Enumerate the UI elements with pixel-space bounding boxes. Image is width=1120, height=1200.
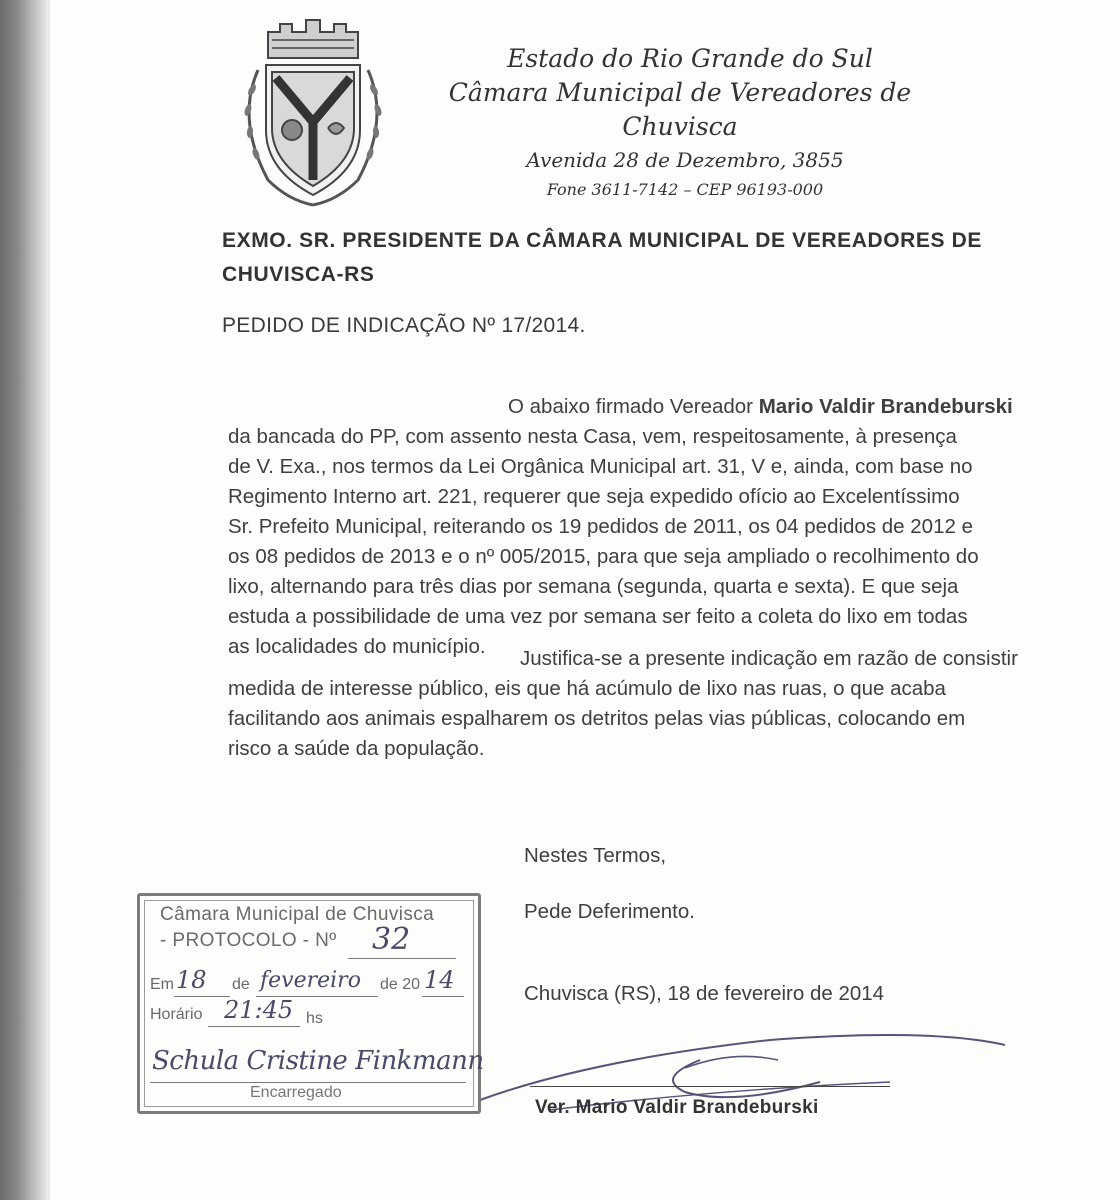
place-and-date: Chuvisca (RS), 18 de fevereiro de 2014 bbox=[524, 982, 885, 1005]
paragraph-line: lixo, alternando para três dias por semana (segunda, quarta e sexta). E que seja bbox=[228, 575, 959, 598]
time-label: Horário bbox=[150, 1006, 203, 1023]
body-paragraph-1 bbox=[228, 392, 1120, 662]
page-edge bbox=[48, 0, 50, 1200]
letterhead bbox=[400, 42, 960, 204]
paragraph-line: da bancada do PP, com assento nesta Casa, vem, respeitosamente, à presença bbox=[228, 425, 957, 448]
stamp-day: 18 bbox=[176, 966, 207, 994]
signature-line bbox=[530, 1086, 890, 1087]
protocol-stamp bbox=[137, 893, 484, 1114]
paragraph-line: de V. Exa., nos termos da Lei Orgânica Municipal art. 31, V e, ainda, com base no bbox=[228, 455, 973, 478]
coat-of-arms-icon bbox=[228, 10, 398, 210]
opening-text: O abaixo firmado Vereador bbox=[508, 395, 759, 418]
time-underline bbox=[208, 1026, 300, 1027]
paragraph-line: medida de interesse público, eis que há acúmulo de lixo nas ruas, o que acaba bbox=[228, 677, 946, 700]
date-year-prefix: de 20 bbox=[380, 976, 421, 993]
body-paragraph-2 bbox=[228, 644, 1120, 764]
date-em-label: Em bbox=[150, 976, 174, 993]
addressee-line-2: CHUVISCA-RS bbox=[222, 263, 375, 286]
addressee bbox=[222, 224, 1120, 292]
signer-name: Ver. Mario Valdir Brandeburski bbox=[535, 1097, 819, 1118]
addressee-line-1: EXMO. SR. PRESIDENTE DA CÂMARA MUNICIPAL DE VEREADORES DE bbox=[222, 229, 982, 252]
paragraph-line: facilitando aos animais espalharem os detritos pelas vias públicas, colocando em bbox=[228, 707, 966, 730]
letterhead-address: Avenida 28 de Dezembro, 3855 bbox=[526, 148, 844, 172]
protocol-underline bbox=[348, 958, 456, 959]
stamp-time: 21:45 bbox=[224, 996, 294, 1024]
stamp-protocol-label: - PROTOCOLO - Nº bbox=[160, 930, 337, 951]
year-underline bbox=[422, 996, 464, 997]
protocol-number: 32 bbox=[372, 922, 411, 957]
clerk-role: Encarregado bbox=[250, 1084, 342, 1101]
paragraph-line: Justifica-se a presente indicação em razão de consistir bbox=[520, 647, 1018, 670]
letterhead-state: Estado do Rio Grande do Sul bbox=[507, 44, 873, 73]
paragraph-line: os 08 pedidos de 2013 e o nº 005/2015, para que seja ampliado o recolhimento do bbox=[228, 545, 979, 568]
closing-terms: Nestes Termos, bbox=[524, 844, 667, 867]
scanner-edge-shadow bbox=[0, 0, 48, 1200]
clerk-signature: Schula Cristine Finkmann bbox=[152, 1046, 484, 1076]
clerk-signature-line bbox=[150, 1082, 466, 1083]
closing-request: Pede Deferimento. bbox=[524, 900, 695, 923]
paragraph-line: estuda a possibilidade de uma vez por semana ser feito a coleta do lixo em todas bbox=[228, 605, 968, 628]
paragraph-line: Regimento Interno art. 221, requerer que seja expedido ofício ao Excelentíssimo bbox=[228, 485, 960, 508]
paragraph-line: Sr. Prefeito Municipal, reiterando os 19 pedidos de 2011, os 04 pedidos de 2012 e bbox=[228, 515, 973, 538]
letterhead-chamber: Câmara Municipal de Vereadores de Chuvisca bbox=[448, 78, 912, 141]
paragraph-1-opening bbox=[228, 392, 1120, 422]
hours-label: hs bbox=[306, 1010, 323, 1027]
paragraph-line: as localidades do município. bbox=[228, 635, 486, 658]
letterhead-contact: Fone 3611-7142 – CEP 96193-000 bbox=[546, 180, 824, 199]
stamp-year: 14 bbox=[424, 966, 455, 994]
request-title: PEDIDO DE INDICAÇÃO Nº 17/2014. bbox=[222, 314, 586, 337]
stamp-month: fevereiro bbox=[260, 968, 361, 993]
date-de-label: de bbox=[232, 976, 250, 993]
day-underline bbox=[174, 996, 230, 997]
stamp-title: Câmara Municipal de Chuvisca bbox=[160, 904, 435, 925]
councilor-name: Mario Valdir Brandeburski bbox=[758, 395, 1013, 418]
paragraph-line: risco a saúde da população. bbox=[228, 737, 485, 760]
